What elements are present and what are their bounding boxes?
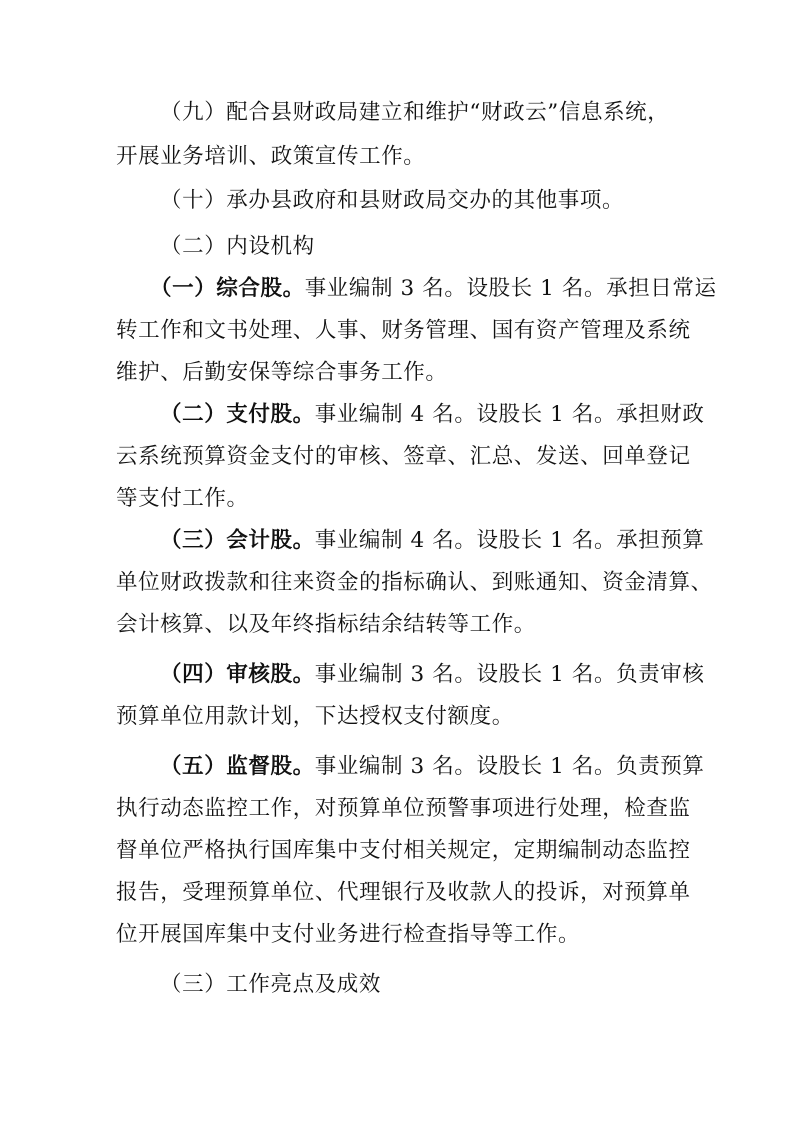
text-line: 转工作和文书处理、人事、财务管理、国有资产管理及系统 <box>116 318 691 343</box>
text-line: 单位财政拨款和往来资金的指标确认、到账通知、资金清算、 <box>116 570 713 595</box>
unit-heading: （五）监督股。 <box>160 754 315 779</box>
text-line: 开展业务培训、政策宣传工作。 <box>116 144 426 169</box>
text-line: （九）配合县财政局建立和维护“财政云”信息系统， <box>160 100 670 125</box>
paragraph-first-line <box>160 660 720 690</box>
paragraph-first-line <box>160 526 720 556</box>
unit-heading: （四）审核股。 <box>160 662 315 687</box>
text-line: （十）承办县政府和县财政局交办的其他事项。 <box>160 188 625 213</box>
text-line: 督单位严格执行国库集中支付相关规定，定期编制动态监控 <box>116 838 691 863</box>
unit-heading: （二）支付股。 <box>160 402 315 427</box>
text-line: 执行动态监控工作，对预算单位预警事项进行处理，检查监 <box>116 796 691 821</box>
text-line: 云系统预算资金支付的审核、签章、汇总、发送、回单登记 <box>116 444 691 469</box>
section-heading: （三）工作亮点及成效 <box>160 972 382 997</box>
text-line: 等支付工作。 <box>116 486 249 511</box>
paragraph-first-line <box>160 752 720 782</box>
unit-text: 事业编制 4 名。设股长 1 名。承担预算 <box>314 528 705 553</box>
unit-text: 事业编制 3 名。设股长 1 名。负责审核 <box>314 662 705 687</box>
section-heading: （二）内设机构 <box>160 234 315 259</box>
text-line: 位开展国库集中支付业务进行检查指导等工作。 <box>116 922 581 947</box>
text-line: 会计核算、以及年终指标结余结转等工作。 <box>116 612 536 637</box>
unit-text: 事业编制 3 名。设股长 1 名。负责预算 <box>314 754 705 779</box>
unit-text: 事业编制 3 名。设股长 1 名。承担日常运 <box>304 276 717 301</box>
text-line: 预算单位用款计划，下达授权支付额度。 <box>116 704 514 729</box>
text-line: 维护、后勤安保等综合事务工作。 <box>116 360 448 385</box>
text-line: 报告，受理预算单位、代理银行及收款人的投诉，对预算单 <box>116 880 691 905</box>
unit-heading: （一）综合股。 <box>150 276 305 301</box>
unit-heading: （三）会计股。 <box>160 528 315 553</box>
paragraph-first-line <box>160 400 720 430</box>
unit-text: 事业编制 4 名。设股长 1 名。承担财政 <box>314 402 705 427</box>
paragraph-first-line <box>150 274 717 304</box>
